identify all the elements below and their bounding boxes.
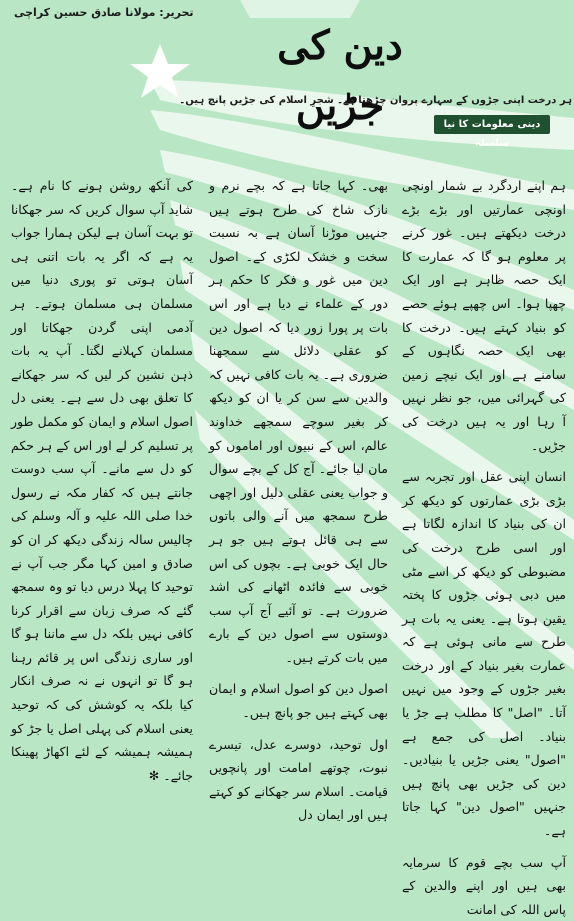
paragraph-gap: [209, 669, 388, 677]
paragraph: کی آنکھ روشن ہونے کا نام ہے۔ شاید آپ سوال کریں کہ سر جھکانا تو بہت آسان ہے لیکن ہمارا جواب یہ ہے کہ اگر یہ بات اتنی ہی آسان ہوتی تو پوری دنیا میں مسلمان ہی مسلمان ہوتے۔ ہر آدمی اپنی گردن جھکاتا اور مسلمان کہلانے لگتا۔ آپ یہ بات ذہن نشین کر لیں کہ سر جھکانے کا تعلق بھی دل سے ہے۔ یعنی دل اصول اسلام و ایمان کو مکمل طور پر تسلیم کر لے اور اس کے ہر حکم کو دل سے مانے۔ آپ سب دوست جانتے ہیں کہ کفار مکہ نے رسول خدا صلی اللہ علیہ و آلہ وسلم کی چالیس سالہ زندگی دیکھ کر ان کو صادق و امین کہا مگر جب آپ نے توحید کا پہلا درس دیا تو وہ سمجھ گئے کہ صرف زبان سے اقرار کرنا کافی نہیں بلکہ دل سے ماننا ہو گا اور ساری زندگی اس پر قائم رہنا ہو گا تو انہوں نے نہ صرف انکار کیا بلکہ یہ کوشش کی کہ توحید یعنی اسلام کی پہلی اصل یا جڑ کو ہمیشہ ہمیشہ کے لئے اکھاڑ پھینکا جائے۔ ✻: [11, 178, 193, 783]
column-middle: [209, 174, 388, 823]
paragraph-gap: [209, 725, 388, 733]
paragraph-gap: [402, 457, 566, 465]
author-credit: تحریر: مولانا صادق حسین کراچی: [14, 6, 194, 19]
paragraph: ہم اپنے اردگرد بے شمار اونچی اونچی عمارتیں اور بڑے بڑے درخت دیکھتے ہیں۔ غور کرنے پر معلوم ہو گا کہ عمارت کا ایک حصہ ظاہر ہے اور ایک چھپا ہوا۔ اس چھپے ہوئے حصے کو بنیاد کہتے ہیں۔ درخت کا بھی ایک حصہ نگاہوں کے سامنے ہے اور ایک نیچے زمین کی گہرائی میں، جو نظر نہیں آ رہا اور یہ ہیں درخت کی جڑیں۔: [402, 178, 566, 453]
page-title: دین کی جڑیں: [277, 22, 403, 129]
paragraph: بھی۔ کہا جاتا ہے کہ بچے نرم و نازک شاخ کی طرح ہوتے ہیں جنہیں موڑنا آسان ہے بہ نسبت سخت و خشک لکڑی کے۔ اصول دین میں غور و فکر کا حکم ہر دور کے علماء نے دیا ہے اور اس بات پر پورا زور دیا کہ اصول دین کو عقلی دلائل سے سمجھنا ضروری ہے۔ یہ بات کافی نہیں کہ والدین سے سن کر یا ان کو دیکھ کر بغیر سوچے سمجھے خداوند عالم، اس کے نبیوں اور اماموں کو مان لیا جائے۔ آج کل کے بچے سوال و جواب یعنی عقلی دلیل اور اچھی طرح سمجھ میں آنے والی باتوں سے ہی قائل ہوتے ہیں جو ہر حال ایک خوبی ہے۔ بچوں کی اس خوبی سے فائدہ اٹھانے کی اشد ضرورت ہے۔ تو آئیے آج آپ سب دوستوں سے اصول دین کے بارے میں بات کرتے ہیں۔: [209, 178, 388, 665]
subtitle: ہر درخت اپنی جڑوں کے سہارے پروان چڑھتا ہے۔ شجرِ اسلام کی جڑیں پانچ ہیں۔: [179, 95, 572, 106]
column-left: [11, 174, 193, 783]
paragraph-gap: [402, 843, 566, 851]
paragraph: انسان اپنی عقل اور تجربہ سے بڑی بڑی عمارتوں کو دیکھ کر ان کی بنیاد کا اندازہ لگاتا ہے اور اسی طرح درخت کی مضبوطی کو دیکھ کر اسے مٹی میں دبی ہوئی جڑوں کا پختہ یقین ہوتا ہے۔ یعنی یہ بات ہر طرح سے مانی ہوئی ہے کہ عمارت بغیر بنیاد کے اور درخت بغیر جڑوں کے وجود میں نہیں آتا۔ "اصل" کا مطلب ہے جڑ یا بنیاد۔ اصل کی جمع ہے "اصول" یعنی جڑیں یا بنیادیں۔ دین کی جڑیں بھی پانچ ہیں جنہیں "اصول دین" کہا جاتا ہے۔: [402, 469, 566, 839]
series-banner: دینی معلومات کا نیا سلسلہ: [434, 115, 550, 134]
paragraph: آپ سب بچے قوم کا سرمایہ بھی ہیں اور اپنے والدین کے پاس اللہ کی امانت: [402, 854, 566, 917]
paragraph: اصول دین کو اصول اسلام و ایمان بھی کہتے ہیں جو پانچ ہیں۔: [209, 681, 388, 721]
paragraph: اول توحید، دوسرے عدل، تیسرے نبوت، چوتھے امامت اور پانچویں قیامت۔ اسلام سر جھکانے کو کہتے ہیں اور ایمان دل: [209, 736, 388, 823]
column-right: [402, 174, 566, 917]
